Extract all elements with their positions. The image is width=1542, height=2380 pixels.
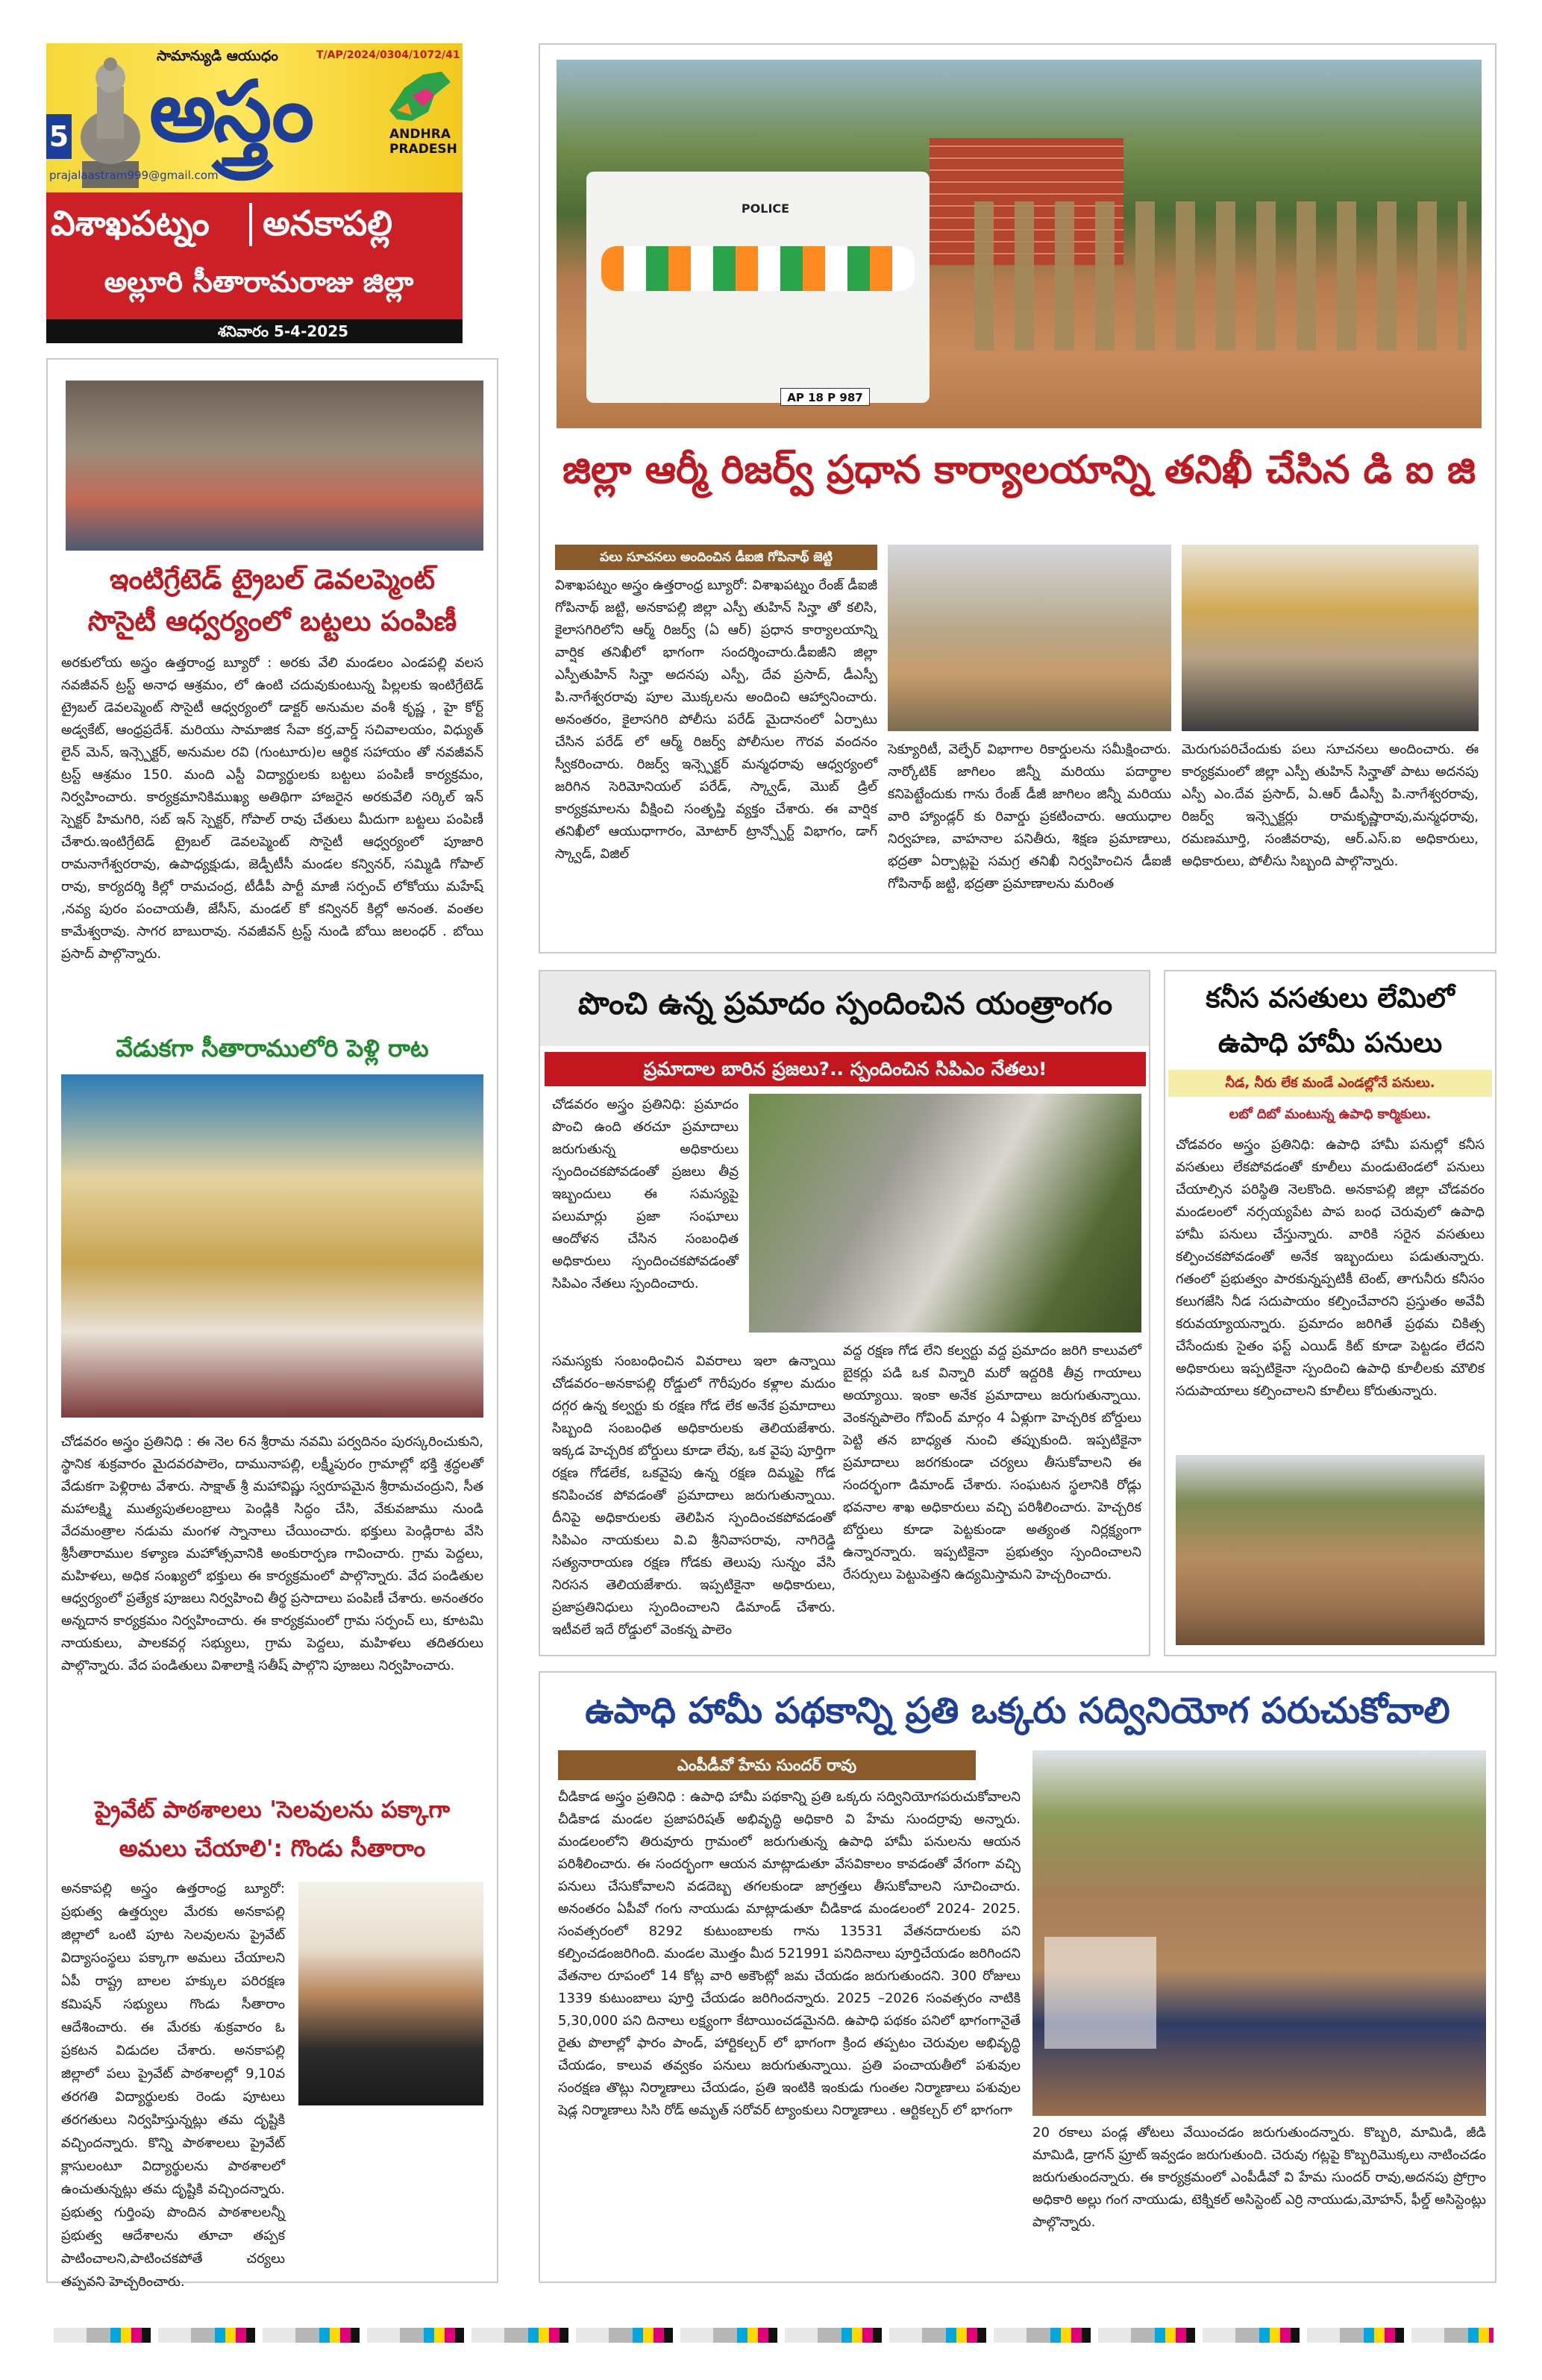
- page-number: 5: [46, 114, 72, 159]
- registration-color-bar: [54, 2328, 1494, 2343]
- upadhi-side-headline-1: కనీస వసతులు లేమిలో: [1206, 982, 1455, 1014]
- upadhi-main-body: చీడికాడ అస్త్రం ప్రతినిధి : ఉపాధి హామీ పథకాన్ని ప్రతి ఒక్కరు సద్వినియోగపరుచుకోవాలని చీడికాడ మండల ప్రజాపరిషత్ అభివృద్ధి అధికారి వి హేమ సుందర్రావు అన్నారు. మండలంలోని తిరువూరు గ్రామంలో జరుగుతున్న ఉపాధి హామీ పనులను ఆయన పరిశీలించారు. ఈ సందర్భంగా ఆయన మాట్లాడుతూ వేసవికాలం కావడంతో వేగంగా వచ్చి పనులు చేసుకోవాలని వడదెబ్బ తగలకుండా జాగ్రత్తలు తీసుకోవాలని సూచించారు. అనంతరం ఏపీవో గంగు నాయుడు మాట్లాడుతూ చీడికాడ మండలంలో 2024- 2025. సంవత్సరంలో 8292 కుటుంబాలకు గాను 13531 వేతనదారులకు పని కల్పించడంజరిగింది. మండల మొత్తం మీద 521991 పనిదినాలు పూర్తిచేయడం జరిగిందని వేతనాల రూపంలో 14 కోట్ల వారి అకౌంట్లో జమ చేయడం జరుగుతుందని. 300 రోజులు 1339 కుటుంబాలు పూర్తి చేయడం జరిగిందన్నారు. 2025 –2026 సంవత్సరం నాటికి 5,30,000 పని దినాలు లక్ష్యంగా కేటాయించడమైనది. ఉపాధి పథకం పనిలో భాగంగానైతే రైతు పొలాల్లో ఫారం పాండ్, హార్టికల్చర్ లో భాగంగా క్రింద తప్పటం చెరువుల అభివృద్ధి చేయడం, కాలువ తవ్వకం పనులు జరుగుతున్నాయి. ప్రతి పంచాయతీలో పశువుల సంరక్షణ తొట్లు నిర్మాణాలు చేయడం, ప్రతి ఇంటికి ఇంకుడు గుంతల నిర్మాణాలు పశువుల షెడ్ల నిర్మాణాలు సిసి రోడ్ అమృత్ సరోవర్ ట్యాంకులు నిర్మాణాలు . ఆర్టికల్చర్ లో భాగంగా: [558, 1789, 1021, 2118]
- upadhi-main-subhead: ఎంపీడీవో హేమ సుందర్ రావు: [558, 1750, 976, 1780]
- district-name-2: అనకాపల్లి: [263, 203, 392, 243]
- upadhi-photo-caption: 20 రకాలు పండ్ల తోటలు వేయించడం జరుగుతుందన్నారు. కొబ్బరి, మామిడి, జీడి మామిడి, డ్రాగన్ ఫ్రూట్ ఇవ్వడం జరుగుతుంది. చెరువు గట్లపై కొబ్బరిమొక్కలు నాటించడం జరుగుతుందన్నారు. ఈ కార్యక్రమంలో ఎంపీడీవో వి హేమ సుందర్ రావు,అదనపు ప్రోగ్రాం అధికారి అల్లు గంగ నాయుడు, టెక్నికల్ అసిస్టెంట్ ఎర్రి నాయుడు,మోహన్, ఫీల్డ్ అసిస్టెంట్లు పాల్గొన్నారు.: [1032, 2125, 1486, 2230]
- upadhi-side-sub-1: నీడ, నీరు లేక మండే ఎండల్లోనే పనులు.: [1168, 1070, 1492, 1097]
- masthead-tagline: సామాన్యుడి ఆయుధం: [157, 48, 278, 64]
- reg-number: T/AP/2024/0304/1072/41: [316, 49, 460, 61]
- masthead: [46, 43, 463, 342]
- tribal-headline-2: సొసైటీ ఆధ్వర్యంలో బట్టలు పంపిణీ: [87, 605, 457, 637]
- parade-officers: [974, 201, 1467, 351]
- seetharam-portrait: [298, 1882, 483, 2105]
- dig-inspection-photo-1: [888, 545, 1171, 731]
- district-name-3: అల్లూరి సీతారామరాజు జిల్లా: [104, 266, 414, 298]
- buddha-statue-icon: [75, 49, 146, 188]
- upadhi-site-photo: [1032, 1750, 1486, 2116]
- upadhi-side-body: చోడవరం అస్త్రం ప్రతినిధి: ఉపాధి హామీ పనుల్లో కనీస వసతులు లేకపోవడంతో కూలీలు మండుటెండలో పనులు చేయాల్సిన పరిస్థితి నెలకొంది. అనకాపల్లి జిల్లా చోడవరం మండలంలో నర్సయ్యపేట పాప బంధ చెరువులో ఉపాధి హామీ పనులు చేస్తున్నారు. వారికి సరైన వసతులు కల్పించకపోవడంతో అనేక ఇబ్బందులు పడుతున్నారు. గతంలో ప్రభుత్వం పారకున్నప్పటికీ టెంట్, తాగునీరు కనీసం కలుగజేసి నీడ సదుపాయం కల్పించేవారని ప్రస్తుతం అవేవీ కరువయ్యాయన్నారు. ప్రమాదం జరిగితే ప్రథమ చికిత్స చేసేందుకు సైతం ఫస్ట్ ఎయిడ్ కిట్ కూడా పెట్టడం లేదని అధికారులు ఇప్పటికైనా స్పందించి ఉపాధి కూలీలకు మౌలిక సదుపాయాలు కల్పించాలని కూలీలు కోరుతున్నారు.: [1176, 1137, 1485, 1399]
- danger-body-col3: వద్ద రక్షణ గోడ లేని కల్వర్టు వద్ద ప్రమాదం జరిగి కాలువలో బైకర్లు పడి ఒక విన్నారి మరో ఇద్దరికి తీవ్ర గాయాలు అయ్యాయి. ఇంకా అనేక ప్రమాదాలు జరుగుతున్నాయి. వెంకన్నపాలెం గోవింద్ మార్గం 4 ఏళ్లుగా హెచ్చరిక బోర్డులు పెట్టి తన బాధ్యత నుంచి తప్పుకుంది. ఇప్పటికైనా ప్రమాదాలు జరగకుండా చర్యలు తీసుకోవాలని ఈ సందర్భంగా డిమాండ్ చేశారు. సంఘటన స్థలానికి రోడ్లు భవనాల శాఖ అధికారులు వచ్చి పరిశీలించారు. హెచ్చరిక బోర్డులు కూడా పెట్టకుండా అత్యంత నిర్లక్ష్యంగా ఉన్నారన్నారు. ఇప్పటికైనా ప్రభుత్వం స్పందించాలని రేసర్సులు పెట్టుపెత్తని ఉద్యమిస్తామని హెచ్చరించారు.: [843, 1343, 1141, 1582]
- danger-body-col1: చోడవరం అస్త్రం ప్రతినిధి: ప్రమాదం పొంచి ఉంది తరచూ ప్రమాదాలు జరుగుతున్న అధికారులు స్పందించకపోవడంతో ప్రజలు తీవ్ర ఇబ్బందులు ఈ సమస్యపై పలుమార్లు ప్రజా సంఘాలు ఆందోళన చేసిన సంబంధిత అధికారులు స్పందించకపోవడంతో సిపిఎం నేతలు స్పందించారు.: [552, 1097, 739, 1291]
- tribal-headline-1: ఇంటిగ్రేటెడ్ ట్రైబల్ డెవలప్మెంట్: [109, 563, 436, 595]
- danger-body-main: సమస్యకు సంబంధించిన వివరాలు ఇలా ఉన్నాయి చోడవరం–అనకాపల్లి రోడ్డులో గౌరీపురం కళ్లాల మదుం దగ్గర ఉన్న కల్వర్టు కు రక్షణ గోడ లేక అనేక ప్రమాదాలు సిబ్బంది సంబంధిత అధికారులకు తెలియజేశారు. ఇక్కడ హెచ్చరిక బోర్డులు కూడా లేవు, ఒక వైపు పూర్తిగా రక్షణ గోడలేక, ఒకవైపు ఉన్న రక్షణ దిమ్మపై గోడ కనిపించక పోవడంతో ప్రమాదాలు జరుగుతున్నాయి. దీనిపై అధికారులకు తెలిపిన స్పందించకపోవడంతో సిపిఎం నాయకులు వి.వి శ్రీనివాసరావు, నాగిరెడ్డి సత్యనారాయణ రక్షణ గోడకు తెలుపు సున్నం వేసి నిరసన తెలియజేశారు. ఇప్పటికైనా అధికారులు, ప్రజాప్రతినిధులు స్పందించాలని డిమాండ్ చేశారు. ఇటీవలే ఇదే రోడ్డులో వెంకన్న పాలెం: [552, 1353, 836, 1638]
- wedding-ceremony-photo: [61, 1074, 483, 1418]
- dig-headline: జిల్లా ఆర్మీ రిజర్వ్ ప్రధాన కార్యాలయాన్ని తనిఖీ చేసిన డి ఐ జి: [562, 448, 1476, 492]
- district-name-1: విశాఖపట్నం: [51, 203, 210, 243]
- wedding-headline: వేడుకగా సీతారాములోరి పెళ్లి రాట: [116, 1034, 429, 1062]
- schools-body-narrow: అనకాపల్లి అస్త్రం ఉత్తరాంధ్ర బ్యూరో: ప్రభుత్వ ఉత్తర్వుల మేరకు అనకాపల్లి జిల్లాలో ఒంటి పూట సెలవులను ప్రైవేట్ విద్యాసంస్థలు పక్కాగా అమలు చేయాలని ఏపీ రాష్ట్ర బాలల హక్కుల పరిరక్షణ కమిషన్ సభ్యులు గొండు సీతారాం ఆదేశించారు. ఈ మేరకు శుక్రవారం ఓ ప్రకటన విడుదల చేశారు. అనకాపల్లి జిల్లాలో పలు ప్రైవేట్ పాఠశాలల్లో 9,10వ తరగతి విద్యార్థులకు రెండు పూటలు తరగతులు నిర్వహిస్తున్నట్లు తమ దృష్టికి వచ్చిందన్నారు. కొన్ని పాఠశాలలు ప్రైవేట్ క్లాసులంటూ విద్యార్థులను పాఠశాలలో ఉంచుతున్నట్లు తమ దృష్టికి వచ్చిందన్నారు. ప్రభుత్వ గుర్తింపు పొందిన పాఠశాలలన్నీ ప్రభుత్వ ఆదేశాలను తూచా తప్పక పాటించాలని,పాటించకపోతే చర్యలు తప్పవని హెచ్చరించారు.: [61, 1881, 285, 2290]
- dig-body-col3: మెరుగుపరిచేందుకు పలు సూచనలు అందించారు. ఈ కార్యక్రమంలో జిల్లా ఎస్పీ తుహిన్ సిన్హాతో పాటు అదనపు ఎస్పీ ఎం.దేవ ప్రసాద్, ఏ.ఆర్ డీఎస్పీ పి.నాగేశ్వరరావు, రిజర్వ్ ఇన్స్పెక్టర్లు రామకృష్ణారావు,మన్మధరావు, రమణమూర్తి, సంజీవరావు, ఆర్.ఎస్.ఐ అధికారులు, అధికారులు, పోలీసు సిబ్బంది పాల్గొన్నారు.: [1182, 742, 1479, 869]
- upadhi-main-headline: ఉపాధి హామీ పథకాన్ని ప్రతి ఒక్కరు సద్వినియోగ పరుచుకోవాలి: [585, 1690, 1450, 1732]
- jeep-number-plate: AP 18 P 987: [780, 388, 870, 406]
- roadside-culvert-photo: [749, 1094, 1141, 1333]
- gps-stamp: [1044, 1937, 1156, 2049]
- tribal-distribution-photo: [66, 381, 483, 551]
- police-jeep-label: POLICE: [741, 201, 790, 216]
- dig-inspection-photo-2: [1182, 545, 1479, 731]
- parade-photo: [557, 60, 1482, 428]
- dig-subhead: పలు సూచనలు అందించిన డీఐజి గోపినాథ్ జెట్టి: [555, 545, 877, 570]
- paper-title: అస్త్రం: [149, 63, 312, 160]
- upadhi-side-sub-2: లబో దిబో మంటున్న ఉపాధి కార్మికులు.: [1229, 1106, 1432, 1122]
- andhra-map-icon: [382, 66, 457, 125]
- schools-body-wide: [61, 2114, 483, 2271]
- danger-subhead: ప్రమాదాల బారిన ప్రజలు?.. స్పందించిన సిపిఎం నేతలు!: [545, 1052, 1146, 1086]
- dig-body-col2: సెక్యూరిటీ, వెల్ఫేర్ విభాగాల రికార్డులను సమీక్షించారు. నార్కోటిక్ జాగిలం జిన్నీ మరియు పదార్థాల కనిపెట్టేందుకు గాను రేంజ్ డీజీ జాగిలం జిన్నీ మరియు వారి హ్యాండ్లర్ కు రివార్డు ప్రకటించారు. ఆయుధాల నిర్వహణ, వాహనాల పనితీరు, శిక్షణ ప్రమాణాలు, భద్రతా ఏర్పాట్లపై సమగ్ర తనిఖీ నిర్వహించిన డీఐజీ గోపినాథ్ జట్టి, భద్రతా ప్రమాణాలను మరింత: [888, 742, 1171, 892]
- jeep-flowers: [601, 246, 915, 291]
- tribal-body: అరకులోయ అస్త్రం ఉత్తరాంధ్ర బ్యూరో : అరకు వేలి మండలం ఎండపల్లి వలస నవజీవన్ ట్రస్ట్ అనాధ ఆశ్రమం, లో ఉంటి చదువుకుంటున్న పిల్లలకు ఇంటిగ్రేటెడ్ ట్రైబల్ డెవలప్మెంట్ సొసైటీ ఆధ్వర్యంలో డాక్టర్ అనుమల వంశీ కృష్ణ , హై కోర్ట్ అడ్వకేట్, ఆంధ్రప్రదేశ్. మరియు సామాజిక సేవా కర్త,వార్డ్ సచివాలయం, విధ్యుత్ లైన్ మెన్, ఇన్స్పెక్టర్, అనుమల రవి (గుంటూరు)ల ఆర్థిక సహాయం తో నవజీవన్ ట్రస్ట్ ఆశ్రమం 150. మంది ఎస్టీ విద్యార్థులకు బట్టలు పంపిణీ కార్యక్రమం, నిర్వహించారు. కార్యక్రమానికిముఖ్య అతిథిగా హాజరైన అరకువేలి సర్కిల్ ఇన్ స్పెక్టర్ హిమగిరి, సబ్ ఇన్ స్పెక్టర్, గోపాల్ రావు చేతులు మీదుగా బట్టలు పంపిణీ చేశారు.ఇంటిగ్రేటెడ్ ట్రైబల్ డెవలప్మెంట్ సొసైటీ ఆధ్వర్యంలో పూజారి రామనాగేశ్వరరావు, ఉపాధ్యక్షుడు, జెడ్పీటీసీ మండల కన్వినర్, సమ్మిడి గోపాల్ రావు, కార్యదర్శి కిల్లో రామచంద్ర, టీడీపీ పార్టీ మాజీ సర్పంచ్ లోకోయు మహేష్ ,నవ్య పురం పంచాయతీ, జేసీస్, మండల్ కో కన్వినర్ కిల్లో అనంత. వంతల కామేశ్వరావు. సాగర బాబురావు. నవజీవన్ ట్రస్ట్ నుండి బోయి జలంధర్ . బోయి ప్రసాద్ పాల్గొన్నారు.: [61, 655, 483, 962]
- wedding-body: చోడవరం అస్త్రం ప్రతినిధి : ఈ నెల 6న శ్రీరామ నవమి పర్వదినం పురస్కరించుకుని, స్థానిక శుక్రవారం మైదవరపాలెం, దామునాపల్లి, లక్ష్మీపురం గ్రామాల్లో భక్తి శ్రద్ధలతో వేడుకగా పెళ్లిరాట వేశారు. సాక్షాత్ శ్రీ మహావిష్ణు స్వరూపమైన శ్రీరామచంద్రుని, సీత మహాలక్ష్మి ముత్యపుతలంబ్రాలు పెండ్లికి సిద్ధం చేసి, వేకువజాము నుండి వేదమంత్రాల నడుమ మంగళ స్నానాలు చేయించారు. భక్తులు పెండ్లిరాట వేసి శ్రీసీతారాముల కళ్యాణ మహోత్సవానికి అంకురార్పణ గావించారు. గ్రామ పెద్దలు, మహిళలు, అధిక సంఖ్యలో భక్తులు ఈ కార్యక్రమంలో పాల్గొన్నారు. వేద పండితుల ఆధ్వర్యంలో ప్రత్యేక పూజలు నిర్వహించి తీర్థ ప్రసాదాలు పంపిణీ చేశారు. అనంతరం అన్నదాన కార్యక్రమం నిర్వహించారు. ఈ కార్యక్రమంలో గ్రామ సర్పంచ్ లు, కూటమి నాయకులు, పాలకవర్గ సభ్యులు, గ్రామ పెద్దలు, మహిళలు తదితరులు పాల్గొన్నారు. వేద పండితులు విశాలాక్షి సతీష్ పాల్గొని పూజలు నిర్వహించారు.: [61, 1434, 483, 1673]
- district-divider: [249, 203, 252, 246]
- upadhi-workers-photo: [1176, 1455, 1485, 1645]
- masthead-email: prajalaastram999@gmail.com: [49, 169, 219, 182]
- dig-body-col1: విశాఖపట్నం అస్త్రం ఉత్తరాంధ్ర బ్యూరో: విశాఖపట్నం రేంజ్ డీఐజీ గోపినాథ్ జట్టి, అనకాపల్లి జిల్లా ఎస్పీ తుహిన్ సిన్హా తో కలిసి, కైలాసగిరిలోని ఆర్మ్ రిజర్వ్ (ఏ ఆర్) ప్రధాన కార్యాలయాన్ని వార్షిక తనిఖీలో భాగంగా సందర్శించారు.డీఐజీని జిల్లా ఎస్పీతుహిన్ సిన్హా అదనపు ఎస్పీ, దేవ ప్రసాద్, డీఎస్పీ పి.నాగేశ్వరరావు పూల మొక్కలను అందించి ఆహ్వానించారు. అనంతరం, కైలాసగిరి పోలీసు పరేడ్ మైదానంలో ఏర్పాటు చేసిన పరేడ్ లో ఆర్మ్ రిజర్వ్ పోలీసుల గౌరవ వందనం స్వీకరించారు. రిజర్వ్ ఇన్స్పెక్టర్ మన్మధరావు ఆధ్వర్యంలో జరిగిన సెరిమోనియల్ పరేడ్, స్క్వాడ్, మొబ్ డ్రిల్ కార్యక్రమాలను వీక్షించి సంతృప్తి వ్యక్తం చేశారు. ఈ వార్షిక తనిఖీలో ఆయుధాగారం, మోటార్ ట్రాన్స్పోర్ట్ విభాగం, డాగ్ స్క్వాడ్, విజిల్: [555, 577, 877, 862]
- upadhi-side-headline-2: ఉపాధి హామీ పనులు: [1217, 1027, 1443, 1059]
- state-label: ANDHRA PRADESH: [389, 127, 457, 157]
- schools-headline-2: అమలు చేయాలి': గొండు సీతారాం: [119, 1835, 426, 1862]
- schools-headline-1: ప్రైవేట్ పాఠశాలలు 'సెలవులను పక్కాగా: [94, 1797, 451, 1823]
- danger-headline: పొంచి ఉన్న ప్రమాదం స్పందించిన యంత్రాంగం: [577, 986, 1113, 1021]
- issue-date: శనివారం 5-4-2025: [218, 322, 349, 340]
